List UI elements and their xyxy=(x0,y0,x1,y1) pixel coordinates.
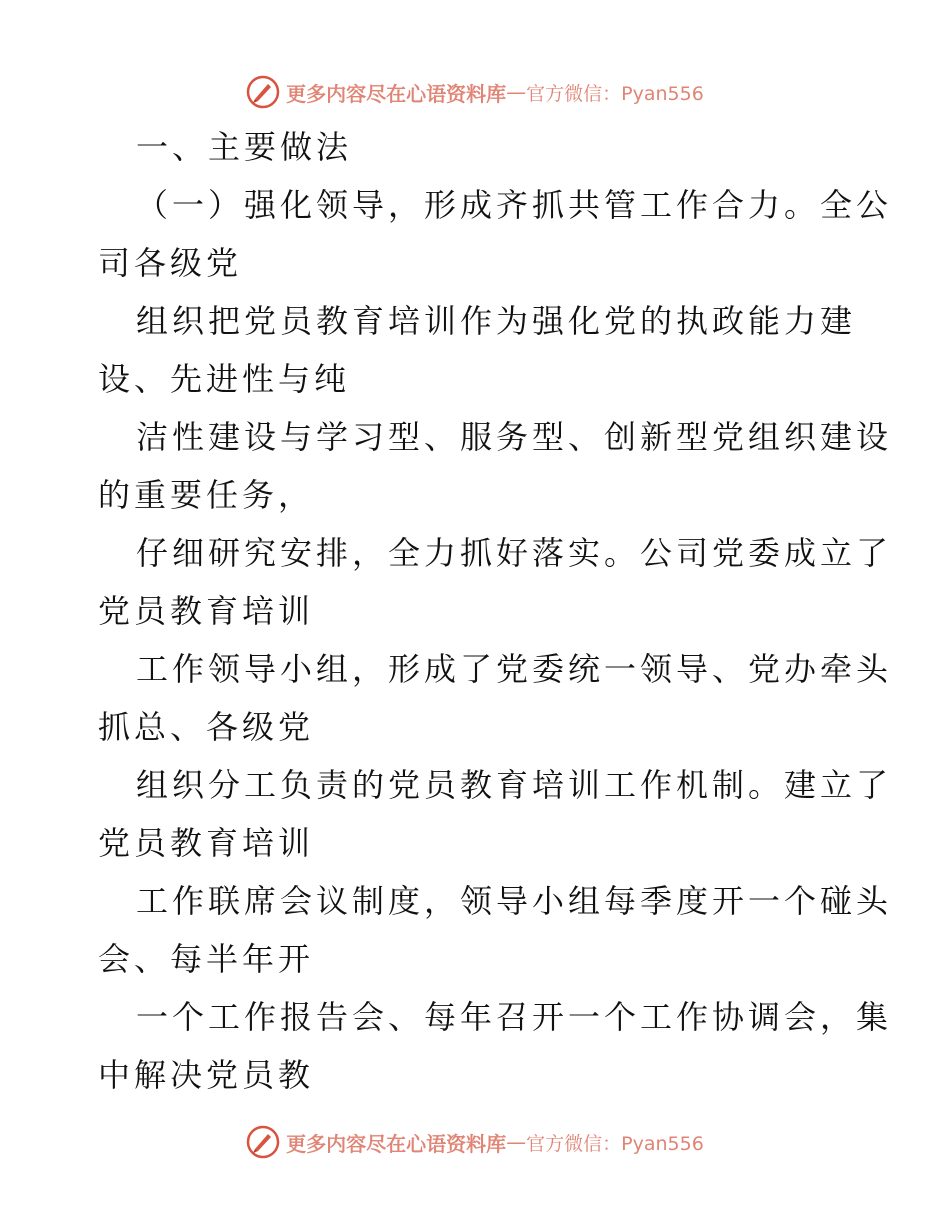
document-body xyxy=(98,118,893,1104)
paragraph-line: 中解决党员教 xyxy=(98,1056,315,1094)
watermark-separator: — xyxy=(506,1130,527,1154)
red-quill-logo-icon xyxy=(246,1125,280,1159)
watermark-site-text: 更多内容尽在心语资料库 xyxy=(286,1131,507,1156)
paragraph-line: 组织把党员教育培训作为强化党的执政能力建 xyxy=(136,302,857,340)
paragraph-line: 党员教育培训 xyxy=(98,824,315,862)
paragraph-line: 抓总、各级党 xyxy=(98,708,315,746)
paragraph-line: 组织分工负责的党员教育培训工作机制。建立了 xyxy=(136,766,893,804)
paragraph-line: （一）强化领导，形成齐抓共管工作合力。全公 xyxy=(136,186,893,224)
paragraph-line: 工作领导小组，形成了党委统一领导、党办牵头 xyxy=(136,650,893,688)
paragraph-line: 工作联席会议制度，领导小组每季度开一个碰头 xyxy=(136,882,893,920)
top-watermark-banner xyxy=(0,72,950,112)
watermark-site-text: 更多内容尽在心语资料库 xyxy=(286,81,507,106)
watermark-wechat-text: 官方微信：Pyan556 xyxy=(526,82,704,105)
red-quill-logo-icon xyxy=(246,75,280,109)
watermark-wechat-text: 官方微信：Pyan556 xyxy=(526,1132,704,1155)
paragraph-line: 仔细研究安排，全力抓好落实。公司党委成立了 xyxy=(136,534,893,572)
section-heading: 一、主要做法 xyxy=(136,128,353,166)
bottom-watermark-banner xyxy=(0,1122,950,1162)
paragraph-line: 会、每半年开 xyxy=(98,940,315,978)
paragraph-line: 洁性建设与学习型、服务型、创新型党组织建设 xyxy=(136,418,893,456)
paragraph-line: 的重要任务， xyxy=(98,476,315,514)
paragraph-line: 党员教育培训 xyxy=(98,592,315,630)
paragraph-line: 司各级党 xyxy=(98,244,243,282)
paragraph-line: 设、先进性与纯 xyxy=(98,360,351,398)
watermark-separator: — xyxy=(506,80,527,104)
paragraph-line: 一个工作报告会、每年召开一个工作协调会，集 xyxy=(136,998,893,1036)
